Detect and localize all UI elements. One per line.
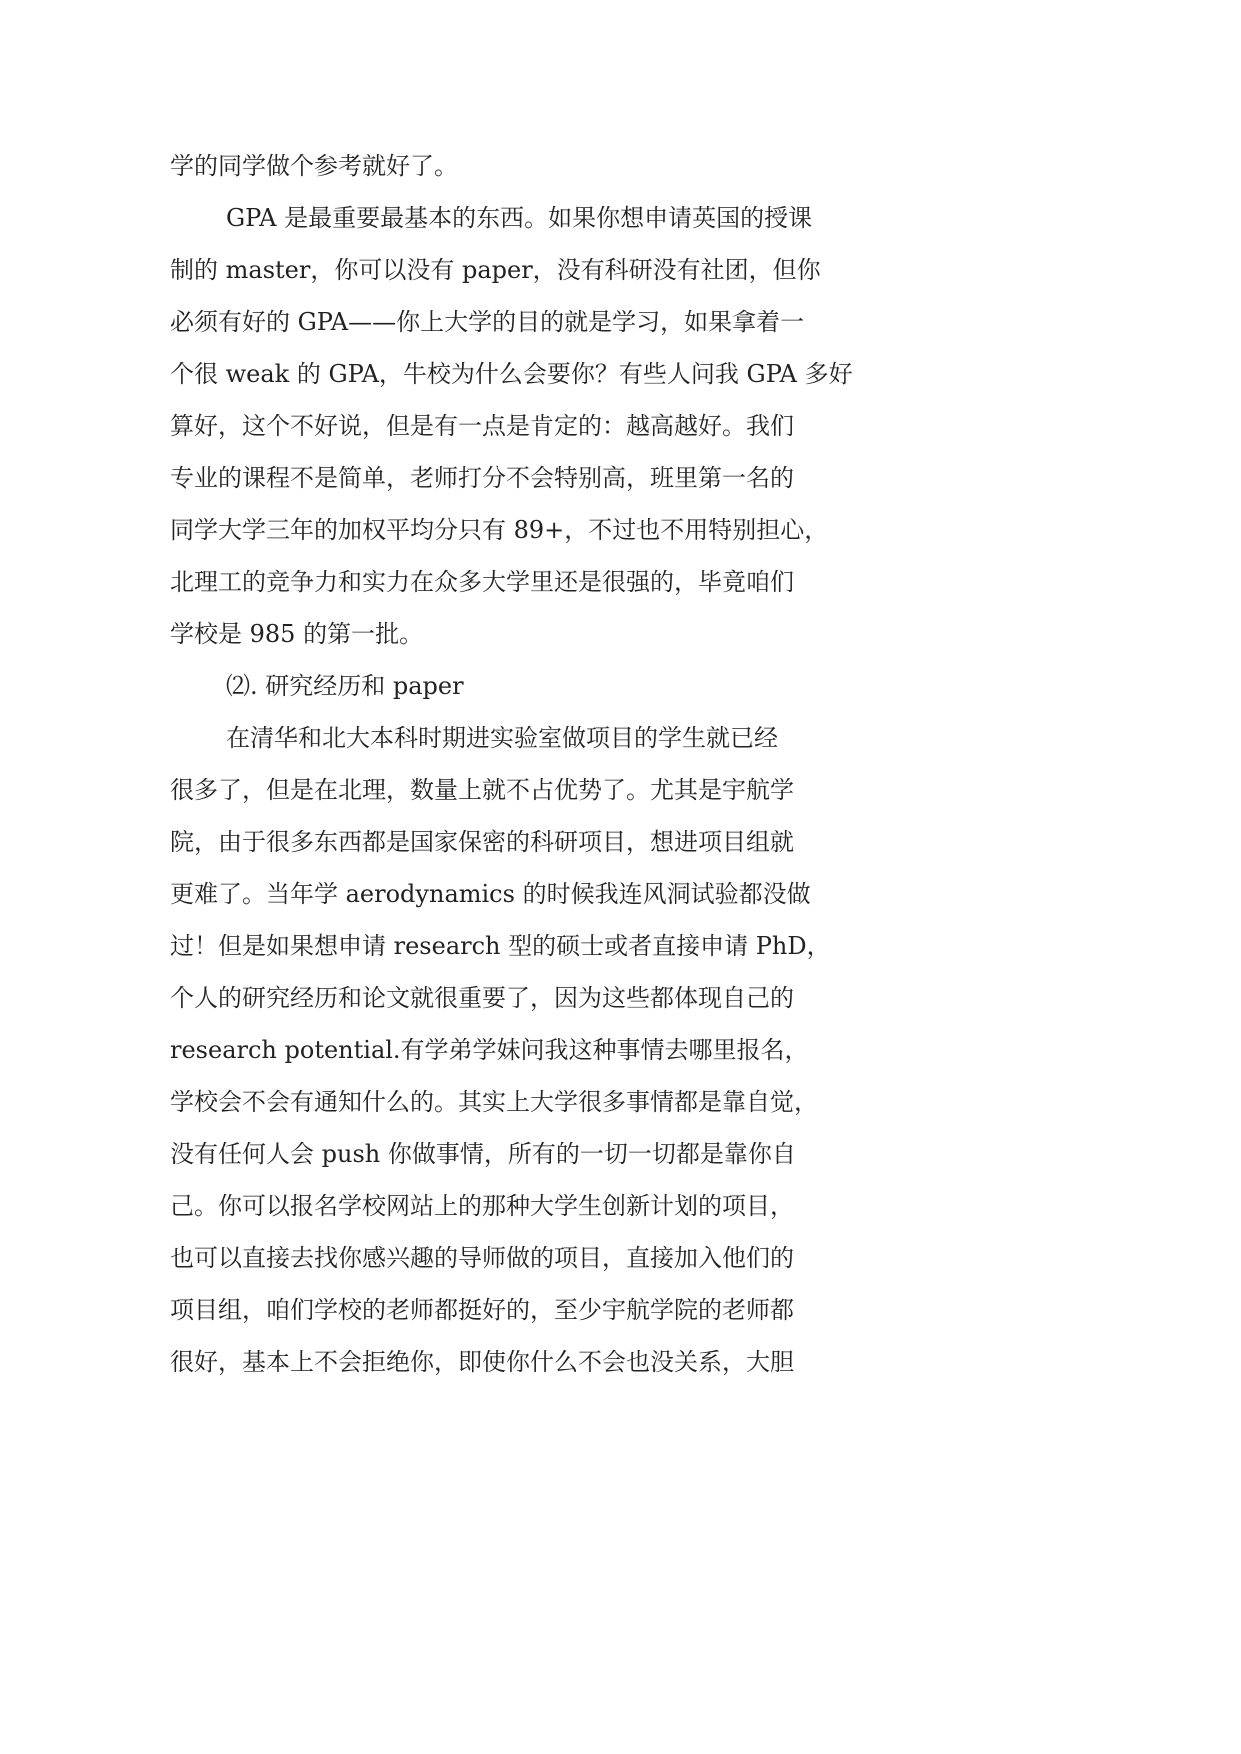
paragraph-line: 个人的研究经历和论文就很重要了，因为这些都体现自己的 — [170, 984, 794, 1012]
paragraph-line: 制的 master，你可以没有 paper，没有科研没有社团，但你 — [170, 256, 821, 284]
paragraph-line: 学校是 985 的第一批。 — [170, 620, 424, 648]
paragraph-line: 必须有好的 GPA——你上大学的目的就是学习，如果拿着一 — [170, 308, 805, 336]
paragraph-line: 院，由于很多东西都是国家保密的科研项目，想进项目组就 — [170, 828, 794, 856]
paragraph-line: 过！但是如果想申请 research 型的硕士或者直接申请 PhD， — [170, 932, 831, 960]
paragraph-line: 更难了。当年学 aerodynamics 的时候我连风洞试验都没做 — [170, 880, 811, 908]
section-heading: ⑵. 研究经历和 paper — [226, 672, 464, 700]
paragraph-line: 己。你可以报名学校网站上的那种大学生创新计划的项目， — [170, 1192, 794, 1220]
paragraph-line: 北理工的竞争力和实力在众多大学里还是很强的，毕竟咱们 — [170, 568, 794, 596]
paragraph-line: research potential.有学弟学妹问我这种事情去哪里报名， — [170, 1036, 809, 1064]
paragraph-line: 很好，基本上不会拒绝你，即使你什么不会也没关系，大胆 — [170, 1348, 794, 1376]
paragraph-line: 算好，这个不好说，但是有一点是肯定的：越高越好。我们 — [170, 412, 794, 440]
paragraph-line: 专业的课程不是简单，老师打分不会特别高，班里第一名的 — [170, 464, 794, 492]
paragraph-line: 个很 weak 的 GPA，牛校为什么会要你？有些人问我 GPA 多好 — [170, 360, 853, 388]
paragraph-line: 也可以直接去找你感兴趣的导师做的项目，直接加入他们的 — [170, 1244, 794, 1272]
paragraph-line: GPA 是最重要最基本的东西。如果你想申请英国的授课 — [226, 204, 813, 232]
paragraph-line: 学校会不会有通知什么的。其实上大学很多事情都是靠自觉， — [170, 1088, 818, 1116]
paragraph-line: 同学大学三年的加权平均分只有 89+，不过也不用特别担心， — [170, 516, 829, 544]
paragraph-line: 在清华和北大本科时期进实验室做项目的学生就已经 — [226, 724, 778, 752]
paragraph-line: 很多了，但是在北理，数量上就不占优势了。尤其是宇航学 — [170, 776, 794, 804]
paragraph-line: 项目组，咱们学校的老师都挺好的，至少宇航学院的老师都 — [170, 1296, 794, 1324]
paragraph-line: 没有任何人会 push 你做事情，所有的一切一切都是靠你自 — [170, 1140, 796, 1168]
paragraph-line: 学的同学做个参考就好了。 — [170, 152, 458, 180]
